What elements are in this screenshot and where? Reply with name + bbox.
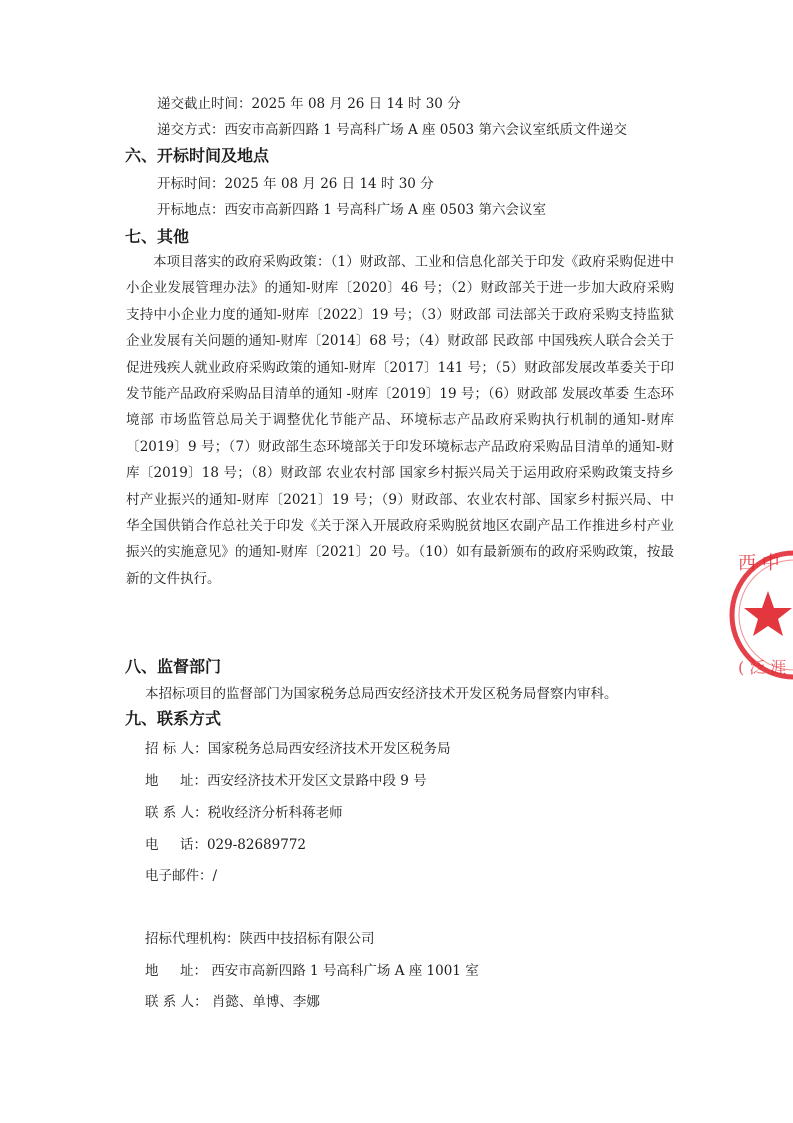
supervision-paragraph: 本招标项目的监督部门为国家税务总局西安经济技术开发区税务局督察内审科。 (145, 686, 618, 702)
phone-line: 电 话：029-82689772 (145, 837, 306, 853)
opening-time: 开标时间：2025 年 08 月 26 日 14 时 30 分 (157, 176, 434, 192)
email-line: 电子邮件：/ (145, 868, 218, 884)
tenderer-line: 招 标 人：国家税务总局西安经济技术开发区税务局 (145, 741, 451, 757)
red-star-seal-icon (728, 535, 793, 695)
section-6-heading: 六、开标时间及地点 (125, 146, 270, 165)
submission-method: 递交方式：西安市高新四路 1 号高科广场 A 座 0503 第六会议室纸质文件递交 (157, 122, 627, 138)
section-7-heading: 七、其他 (125, 227, 190, 246)
svg-text:西 中: 西 中 (738, 553, 780, 574)
opening-place: 开标地点：西安市高新四路 1 号高科广场 A 座 0503 第六会议室 (157, 202, 546, 218)
contact-line: 联 系 人：税收经济分析科蒋老师 (145, 805, 343, 821)
svg-text:( 泛 涯: ( 泛 涯 (738, 658, 787, 677)
submission-deadline: 递交截止时间：2025 年 08 月 26 日 14 时 30 分 (157, 96, 461, 112)
section-8-heading: 八、监督部门 (125, 657, 222, 676)
agency-contact-line: 联 系 人： 肖懿、单博、李娜 (145, 994, 320, 1010)
section-9-heading: 九、联系方式 (125, 709, 222, 728)
agency-address-line: 地 址： 西安市高新四路 1 号高科广场 A 座 1001 室 (145, 963, 479, 979)
procurement-policy-paragraph: 本项目落实的政府采购政策：（1）财政部、工业和信息化部关于印发《政府采购促进中小企业发展管理办法》的通知-财库〔2020〕46 号；（2）财政部关于进一步加大政府采购支持中小企业力度的通知-财库〔2022〕19 号；（3）财政部 司法部关于政府采购支持监狱企业发展有关问题的通知-财库〔2014〕68 号；（4）财政部 民政部 中国残疾人联合会关于促进残疾人就业政府采购政策的通知-财库〔2017〕141 号；（5）财政部发展改革委关于印发节能产品政府采购品目清单的通知 -财库〔2019〕19 号；（6）财政部 发展改革委 生态环境部 市场监管总局关于调整优化节能产品、环境标志产品政府采购执行机制的通知-财库〔2019〕9 号；（7）财政部生态环境部关于印发环境标志产品政府采购品目清单的通知-财库〔2019〕18 号；（8）财政部 农业农村部 国家乡村振兴局关于运用政府采购政策支持乡村产业振兴的通知-财库〔2021〕19 号；（9）财政部、农业农村部、国家乡村振兴局、中华全国供销合作总社关于印发《关于深入开展政府采购脱贫地区农副产品工作推进乡村产业振兴的实施意见》的通知-财库〔2021〕20 号。（10）如有最新颁布的政府采购政策，按最新的文件执行。 (126, 254, 674, 587)
agency-line: 招标代理机构：陕西中技招标有限公司 (145, 931, 375, 947)
address-line: 地 址：西安经济技术开发区文景路中段 9 号 (145, 773, 427, 789)
